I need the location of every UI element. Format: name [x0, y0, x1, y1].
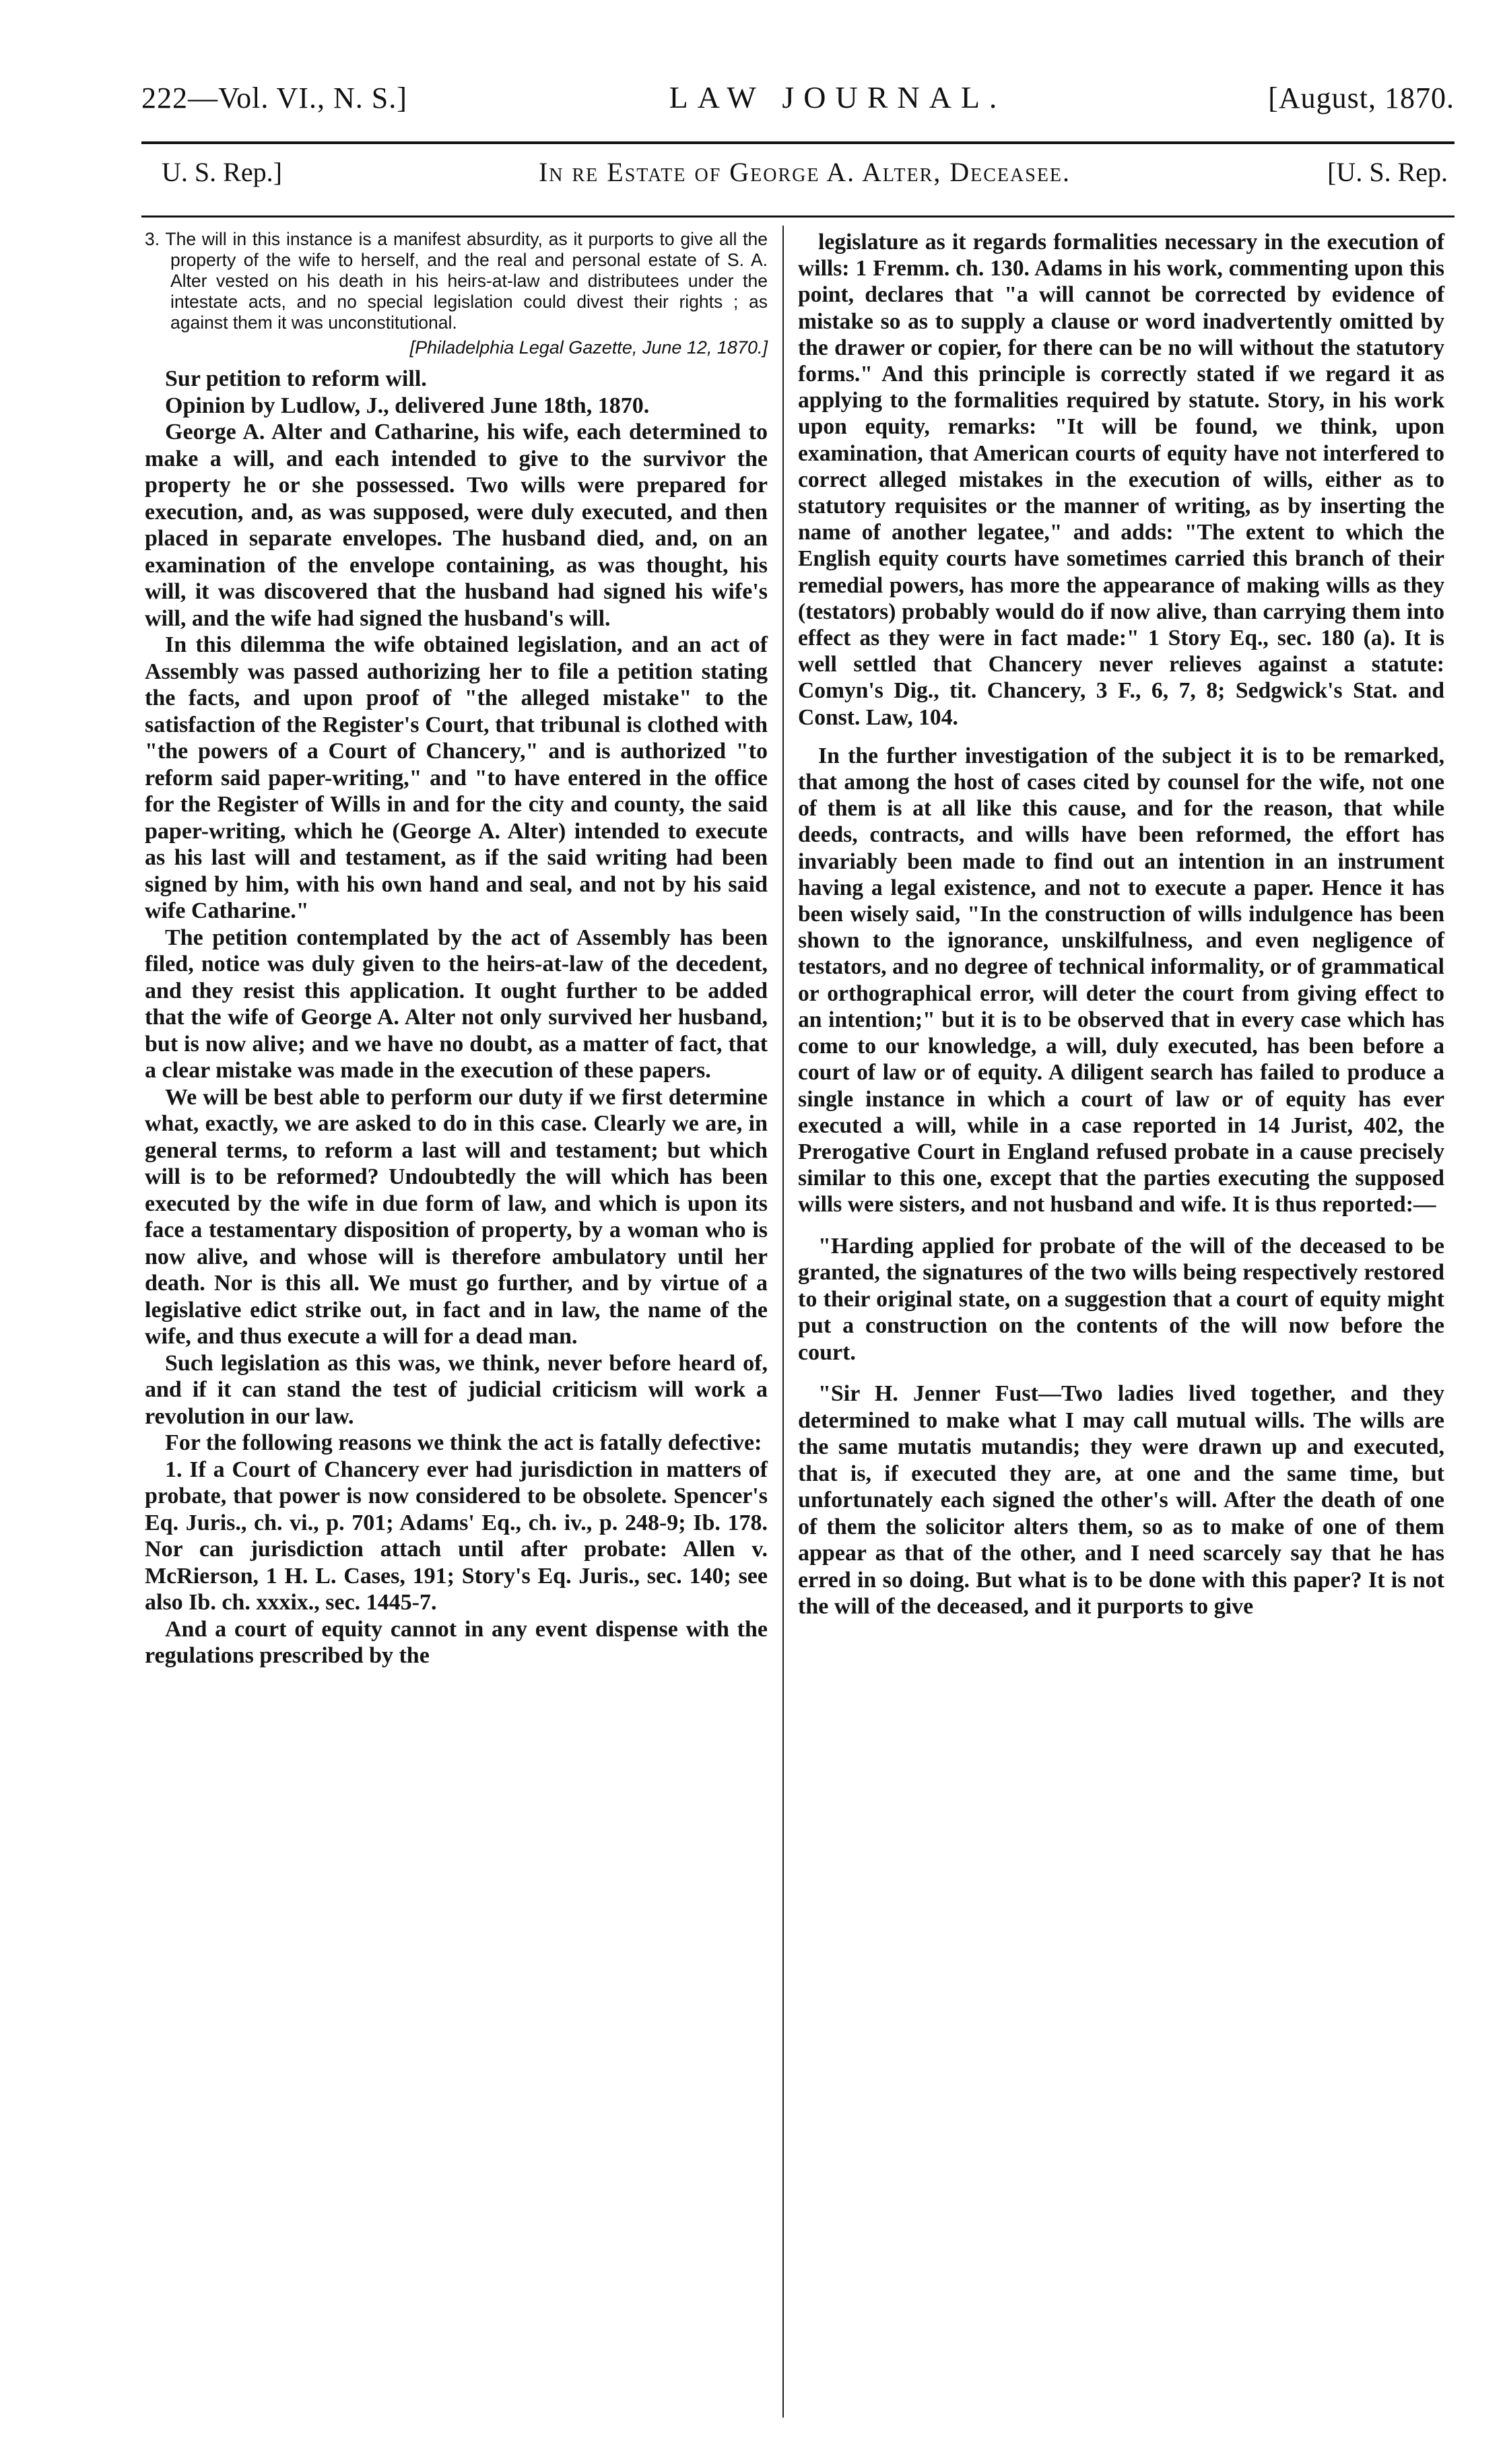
paragraph: And a court of equity cannot in any event dispense with the regulations prescribed by the	[145, 1616, 768, 1668]
case-title: In re Estate of George A. Alter, Deceasee.	[538, 157, 1071, 187]
quoted-paragraph: "Sir H. Jenner Fust—Two ladies lived together, and they determined to make what I may call mutual wills. The wills are the same mutatis mutandis; they were drawn up and executed, that is, if executed they are, at one and the same time, but unfortunately each signed the other's will. After the death of one of them the solicitor alters them, so as to make of one of them appear as that of the other, and I need scarcely say that he has erred in so doing. But what is to be done with this paper? It is not the will of the deceased, and it purports to give	[798, 1381, 1444, 1620]
paragraph-gap	[798, 731, 1444, 743]
column-divider	[782, 226, 784, 2418]
paragraph: We will be best able to perform our duty if we first determine what, exactly, we are asked to do in this case. Clearly we are, in general terms, to reform a last will and testament; but which will is to be reformed? Undoubtedly the will which has been executed by the wife in due form of law, and which is upon its face a testamentary disposition of property, by a woman who is now alive, and whose will is therefore ambulatory until her death. Nor is this all. We must go further, and by virtue of a legislative edict strike out, in fact and in law, the name of the wife, and thus execute a will for a dead man.	[145, 1084, 768, 1349]
running-head-left: 222—Vol. VI., N. S.]	[141, 81, 407, 114]
paragraph: In the further investigation of the subject it is to be remarked, that among the host of cases cited by counsel for the wife, not one of them is at all like this cause, and for the reason, that while deeds, contracts, and wills have been reformed, the effort has invariably been made to find out an intention in an instrument having a legal existence, and not to execute a paper. Hence it has been wisely said, "In the construction of wills indulgence has been shown to the ignorance, unskilfulness, and even negligence of testators, and no degree of technical informality, or of grammatical or orthographical error, will deter the court from giving effect to an intention;" but it is to be observed that in every case which has come to our knowledge, a will, duly executed, has been before a court of law or of equity. A diligent search has failed to produce a single instance in which a court of law or of equity has ever executed a will, while in a case reported in 14 Jurist, 402, the Prerogative Court in England refused probate in a cause precisely similar to this one, except that the parties executing the supposed wills were sisters, and not husband and wife. It is thus reported:—	[798, 743, 1444, 1218]
case-heading	[162, 156, 1448, 203]
paragraph: legislature as it regards formalities necessary in the execution of wills: 1 Fremm. ch. 130. Adams in his work, commenting upon this point, declares that "a will cannot be corrected by evidence of mistake so as to supply a clause or word inadvertently omitted by the drawer or copier, for there can be no will without the statutory forms." And this principle is correctly stated if we regard it as applying to the formalities required by statute. Story, in his work upon equity, remarks: "It will be found, we think, upon examination, that American courts of equity have not interfered to correct alleged mistakes in the execution of wills, either as to statutory requisites or the manner of writing, as by inserting the name of another legatee," and adds: "The extent to which the English equity courts have sometimes carried this branch of their remedial powers, has more the appearance of making wills as they (testators) probably would do if now alive, than carrying them into effect as they were in fact made:" 1 Story Eq., sec. 180 (a). It is well settled that Chancery never relieves against a statute: Comyn's Dig., tit. Chancery, 3 F., 6, 7, 8; Sedgwick's Stat. and Const. Law, 104.	[798, 230, 1444, 730]
paragraph: George A. Alter and Catharine, his wife, each determined to make a will, and each intended to give to the survivor the property he or she possessed. Two wills were prepared for execution, and, as was supposed, were duly executed, and then placed in separate envelopes. The husband died, and, on an examination of the envelope containing, as was thought, his will, it was discovered that the husband had signed his wife's will, and the wife had signed the husband's will.	[145, 420, 768, 631]
case-heading-rule	[141, 215, 1455, 218]
paragraph: 1. If a Court of Chancery ever had jurisdiction in matters of probate, that power is now considered to be obsolete. Spencer's Eq. Juris., ch. vi., p. 701; Adams' Eq., ch. iv., p. 248-9; Ib. 178. Nor can jurisdiction attach until after probate: Allen v. McRierson, 1 H. L. Cases, 191; Story's Eq. Juris., sec. 140; see also Ib. ch. xxxix., sec. 1445-7.	[145, 1457, 768, 1615]
paragraph: In this dilemma the wife obtained legislation, and an act of Assembly was passed authorizing her to file a petition stating the facts, and upon proof of "the alleged mistake" to the satisfaction of the Register's Court, that tribunal is clothed with "the powers of a Court of Chancery," and is authorized "to reform said paper-writing," and "to have entered in the office for the Register of Wills in and for the city and county, the said paper-writing, which he (George A. Alter) intended to execute as his last will and testament, as if the said writing had been signed by him, with his own hand and seal, and not by his said wife Catharine."	[145, 632, 768, 923]
header-rule	[141, 141, 1455, 144]
headnote: 3. The will in this instance is a manifest absurdity, as it purports to give all the property of the wife to herself, and the real and personal estate of S. A. Alter vested on his death in his heirs-at-law and distributees under the intestate acts, and no special legislation could divest their rights ; as against them it was unconstitutional.	[145, 229, 768, 333]
journal-title: LAW JOURNAL.	[669, 80, 1007, 114]
running-head	[141, 79, 1455, 133]
right-column	[798, 229, 1444, 1620]
left-column	[145, 229, 768, 1669]
paragraph: Opinion by Ludlow, J., delivered June 18th, 1870.	[165, 393, 650, 418]
headnote-citation: [Philadelphia Legal Gazette, June 12, 1870.]	[409, 337, 768, 358]
paragraph: For the following reasons we think the act is fatally defective:	[165, 1430, 762, 1455]
case-heading-left: U. S. Rep.]	[162, 157, 282, 187]
quoted-paragraph: "Harding applied for probate of the will of the deceased to be granted, the signatures of the two wills being respectively restored to their original state, on a suggestion that a court of equity might put a construction on the contents of the will now before the court.	[798, 1233, 1444, 1365]
paragraph: Sur petition to reform will.	[165, 366, 427, 391]
paragraph: Such legislation as this was, we think, never before heard of, and if it can stand the test of judicial criticism will work a revolution in our law.	[145, 1350, 768, 1429]
running-head-right: [August, 1870.	[1268, 81, 1455, 114]
paragraph: The petition contemplated by the act of Assembly has been filed, notice was duly given to the heirs-at-law of the decedent, and they resist this application. It ought further to be added that the wife of George A. Alter not only survived her husband, but is now alive; and we have no doubt, as a matter of fact, that a clear mistake was made in the execution of these papers.	[145, 925, 768, 1083]
case-heading-right: [U. S. Rep.	[1327, 157, 1448, 187]
